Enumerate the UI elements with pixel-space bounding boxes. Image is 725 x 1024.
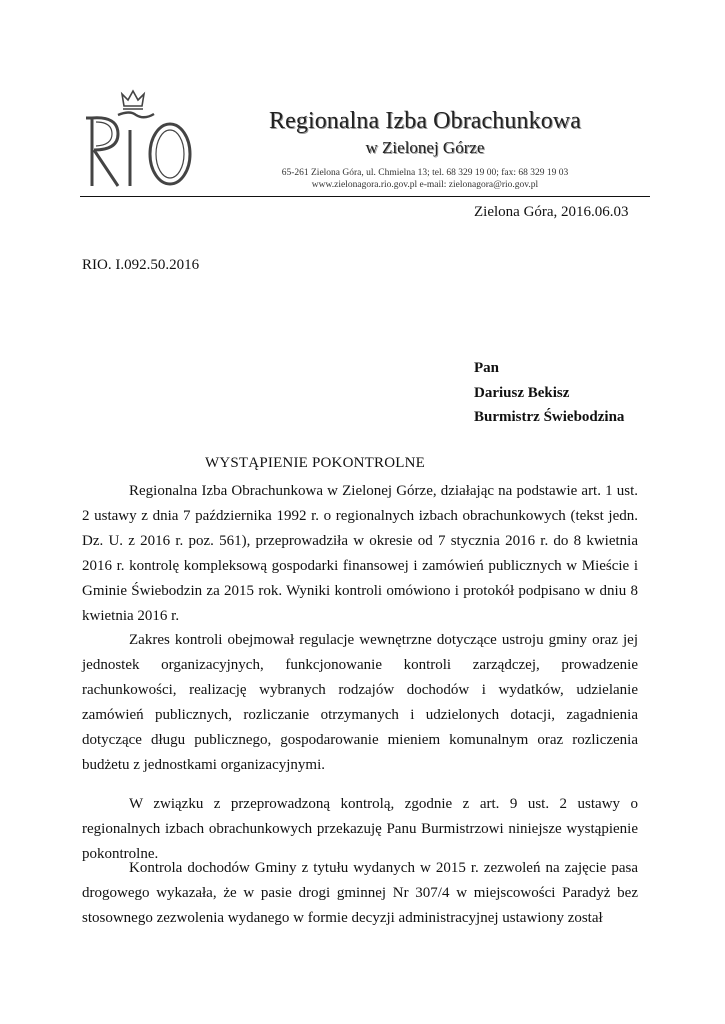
addressee-position: Burmistrz Świebodzina bbox=[474, 409, 625, 425]
header-divider bbox=[80, 196, 650, 197]
paragraph: Zakres kontroli obejmował regulacje wewnętrzne dotyczące ustroju gminy oraz jej jednostek organizacyjnych, funkcjonowanie kontroli zarządczej, prowadzenie rachunkowości, realizację wybranych rodzajów dochodów i wydatków, udzielanie zamówień publicznych, rozliczanie otrzymanych i udzielonych dotacji, zagadnienia dotyczące długu publicznego, gospodarowanie mieniem komunalnym oraz rozliczenia budżetu z jednostkami organizacyjnymi. bbox=[82, 632, 638, 773]
svg-text:RIO: RIO bbox=[78, 88, 80, 89]
rio-logo bbox=[78, 88, 198, 192]
address-line: 65-261 Zielona Góra, ul. Chmielna 13; tel. 68 329 19 00; fax: 68 329 19 03 bbox=[281, 168, 569, 178]
crown-icon bbox=[122, 91, 144, 106]
institution-name: Regionalna Izba Obrachunkowa bbox=[268, 108, 581, 134]
addressee-block bbox=[474, 356, 624, 430]
institution-location: w Zielonej Górze bbox=[365, 138, 485, 157]
paragraph: Kontrola dochodów Gminy z tytułu wydanych w 2015 r. zezwoleń na zajęcie pasa drogowego wykazała, że w pasie drogi gminnej Nr 307/4 w miejscowości Paradyż bez stosownego zezwolenia wydanego w formie decyzji administracyjnej ustawiony został bbox=[82, 860, 638, 926]
document-title: WYSTĄPIENIE POKONTROLNE bbox=[205, 455, 425, 471]
paragraph: W związku z przeprowadzoną kontrolą, zgodnie z art. 9 ust. 2 ustawy o regionalnych izbach obrachunkowych przekazuję Panu Burmistrzowi niniejsze wystąpienie pokontrolne. bbox=[82, 796, 638, 862]
institution-contact bbox=[220, 167, 630, 191]
reference-number: RIO. I.092.50.2016 bbox=[82, 257, 200, 273]
web-email-line: www.zielonagora.rio.gov.pl e-mail: zielonagora@rio.gov.pl bbox=[311, 180, 539, 190]
addressee-name: Dariusz Bekisz bbox=[474, 384, 570, 401]
place-date: Zielona Góra, 2016.06.03 bbox=[474, 204, 629, 220]
paragraph: Regionalna Izba Obrachunkowa w Zielonej Górze, działając na podstawie art. 1 ust. 2 ustawy z dnia 7 października 1992 r. o regionalnych izbach obrachunkowych (tekst jedn. Dz. U. z 2016 r. poz. 561), przeprowadziła w okresie od 7 stycznia 2016 r. do 8 kwietnia 2016 r. kontrolę kompleksową gospodarki finansowej i zamówień publicznych w Mieście i Gminie Świebodzin za 2015 rok. Wyniki kontroli omówiono i protokół podpisano w dniu 8 kwietnia 2016 r. bbox=[82, 483, 638, 624]
addressee-salutation: Pan bbox=[474, 360, 500, 376]
